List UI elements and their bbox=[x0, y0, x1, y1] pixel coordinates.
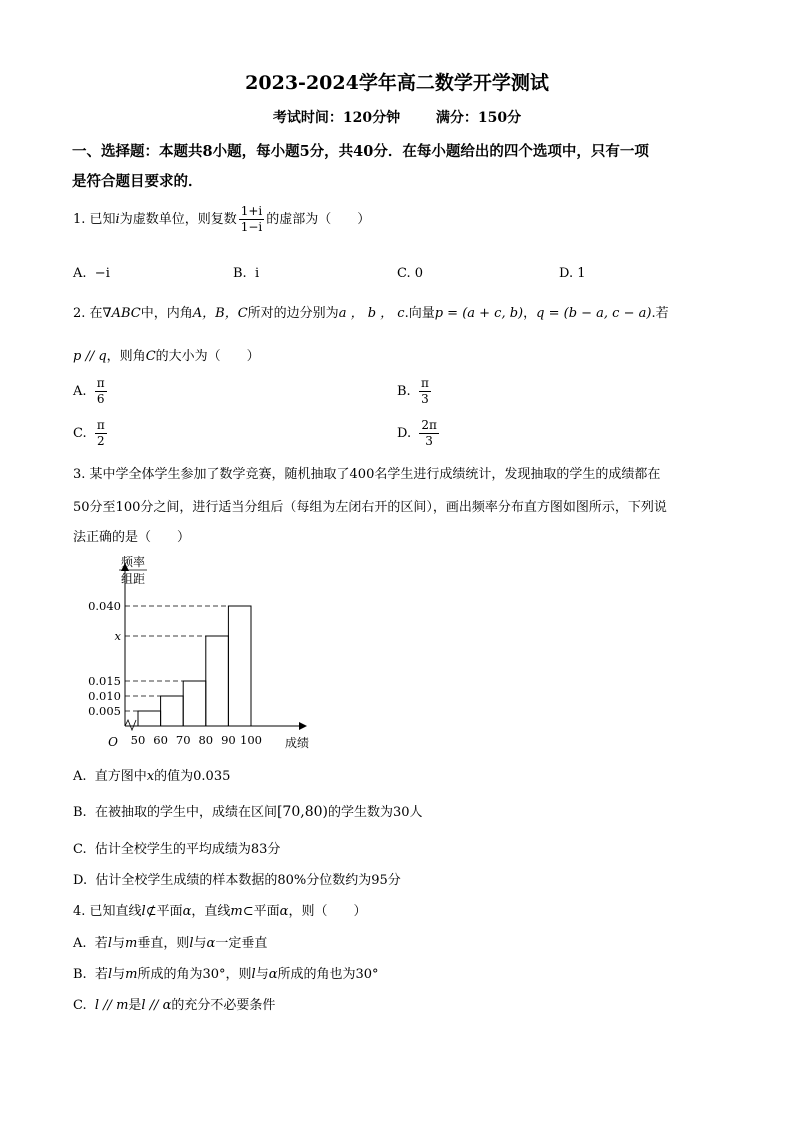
var-l: l bbox=[107, 936, 112, 951]
var-alpha: α bbox=[206, 936, 216, 951]
y-tick-label: 0.010 bbox=[88, 689, 121, 703]
option-label: A. bbox=[73, 769, 87, 784]
q3-option-b[interactable] bbox=[73, 801, 423, 820]
var-l: l bbox=[189, 936, 194, 951]
option-text: 一定垂直 bbox=[215, 936, 268, 951]
y-axis-label bbox=[119, 554, 147, 586]
option-text: 的值为0.035 bbox=[154, 769, 231, 784]
histogram-bar bbox=[228, 606, 251, 726]
q3-option-c[interactable] bbox=[73, 838, 280, 857]
q2-option-d[interactable] bbox=[397, 418, 439, 449]
q4-option-a[interactable] bbox=[73, 932, 267, 951]
x-tick-label: 70 bbox=[175, 733, 191, 747]
question-3-line1: 3. 某中学全体学生参加了数学竞赛，随机抽取了400名学生进行成绩统计，发现抽取的学生的成绩都在 bbox=[73, 467, 661, 482]
q4-option-c[interactable] bbox=[73, 994, 275, 1013]
option-text: 1 bbox=[577, 266, 586, 281]
x-tick-label: 50 bbox=[130, 733, 146, 747]
q4-var-alpha: α bbox=[279, 904, 289, 919]
option-label: B. bbox=[397, 384, 411, 399]
q2-option-b[interactable] bbox=[397, 376, 431, 407]
option-fraction bbox=[95, 418, 107, 449]
q2-angle-c: C bbox=[145, 349, 156, 364]
q4-text: ⊂平面 bbox=[242, 904, 280, 919]
option-fraction bbox=[95, 376, 107, 407]
option-label: D. bbox=[73, 873, 88, 888]
fraction-num: 2π bbox=[421, 418, 437, 432]
exam-info bbox=[0, 107, 794, 127]
x-tick-label: 60 bbox=[153, 733, 168, 747]
fraction-num: π bbox=[96, 418, 105, 432]
option-label: B. bbox=[73, 967, 87, 982]
option-label: D. bbox=[397, 426, 412, 441]
question-4 bbox=[73, 900, 366, 919]
q2-triangle: ∇ABC bbox=[102, 306, 141, 321]
q4-var-alpha: α bbox=[182, 904, 192, 919]
q2-vector-p: p = (a + c, b) bbox=[434, 306, 524, 321]
y-label-numerator: 频率 bbox=[120, 555, 146, 569]
option-text: 直方图中 bbox=[94, 769, 147, 784]
option-label: C. bbox=[73, 842, 87, 857]
q2-text: 所对的边分别为 bbox=[247, 306, 339, 321]
var-m: m bbox=[125, 967, 138, 982]
q4-var-l: l bbox=[141, 904, 146, 919]
option-text: 0 bbox=[414, 266, 424, 281]
option-text: 所成的角为30°，则 bbox=[137, 967, 252, 982]
option-text: 与 bbox=[255, 967, 269, 982]
q2-text: 的大小为（ ） bbox=[155, 349, 260, 364]
frequency-histogram bbox=[70, 548, 320, 753]
option-text: 估计全校学生成绩的样本数据的80%分位数约为95分 bbox=[95, 873, 401, 888]
option-label: A. bbox=[73, 936, 87, 951]
q2-angles: A，B，C bbox=[192, 306, 248, 321]
var-l: l bbox=[107, 967, 113, 982]
section-heading-line1: 一、选择题：本题共8小题，每小题5分，共40分．在每小题给出的四个选项中，只有一项 bbox=[72, 143, 649, 160]
exam-time: 考试时间：120分钟 bbox=[272, 110, 401, 126]
option-fraction bbox=[419, 376, 431, 407]
option-label: B. bbox=[233, 266, 247, 281]
q4-option-b[interactable] bbox=[73, 963, 379, 982]
y-tick-label: 0.040 bbox=[88, 599, 121, 613]
q2-parallel: p // q bbox=[73, 349, 107, 364]
q1-text-post: 的虚部为（ ） bbox=[266, 212, 371, 227]
option-label: B. bbox=[73, 805, 87, 820]
question-2-line2 bbox=[73, 345, 260, 364]
var-m: m bbox=[125, 936, 138, 951]
q2-vector-q: q = (b − a, c − a) bbox=[536, 306, 652, 321]
fraction-den: 3 bbox=[425, 434, 433, 448]
question-3-line3: 法正确的是（ ） bbox=[73, 530, 191, 545]
q3-option-d[interactable] bbox=[73, 869, 401, 888]
q1-fraction-den: 1−i bbox=[240, 220, 263, 234]
option-text: 是 bbox=[128, 998, 142, 1013]
option-relation: l // m bbox=[94, 998, 129, 1013]
q1-option-c[interactable] bbox=[397, 266, 423, 281]
q2-text: 中，内角 bbox=[140, 306, 193, 321]
origin-label: O bbox=[108, 735, 118, 749]
page-title: 2023-2024学年高二数学开学测试 bbox=[245, 72, 549, 94]
y-tick-label: 0.005 bbox=[88, 704, 121, 718]
fraction-num: π bbox=[96, 376, 105, 390]
option-label: A. bbox=[73, 266, 87, 281]
q1-option-b[interactable] bbox=[233, 266, 259, 281]
y-tick-label: x bbox=[114, 629, 121, 643]
q2-text: ， bbox=[523, 306, 537, 321]
exam-score: 满分：150分 bbox=[435, 110, 522, 126]
q1-text-pre: 1. 已知 bbox=[73, 212, 116, 227]
q1-imag-unit: i bbox=[115, 212, 120, 227]
option-label: A. bbox=[73, 384, 87, 399]
var-alpha: α bbox=[268, 967, 278, 982]
histogram-bar bbox=[206, 636, 229, 726]
histogram-bar bbox=[183, 681, 206, 726]
fraction-den: 6 bbox=[96, 392, 105, 406]
q2-text: ，则角 bbox=[106, 349, 146, 364]
option-text: i bbox=[254, 266, 260, 281]
question-1 bbox=[73, 204, 370, 235]
option-text: 若 bbox=[94, 967, 108, 982]
q4-text: ，直线 bbox=[191, 904, 231, 919]
option-text: 与 bbox=[112, 967, 126, 982]
option-label: C. bbox=[73, 998, 87, 1013]
option-label: C. bbox=[397, 266, 411, 281]
x-axis-label: 成绩 bbox=[284, 736, 310, 750]
y-label-denominator: 组距 bbox=[120, 572, 146, 586]
option-text: 与 bbox=[193, 936, 207, 951]
q1-fraction bbox=[239, 204, 265, 235]
q4-var-m: m bbox=[230, 904, 243, 919]
option-text: 在被抽取的学生中，成绩在区间 bbox=[94, 805, 277, 820]
q1-text-mid: 为虚数单位，则复数 bbox=[119, 212, 237, 227]
q4-text: ，则（ ） bbox=[288, 904, 367, 919]
option-interval: [70,80) bbox=[276, 804, 328, 820]
q1-option-d[interactable] bbox=[559, 266, 586, 281]
option-text: 估计全校学生的平均成绩为83分 bbox=[94, 842, 281, 857]
option-text: 的充分不必要条件 bbox=[171, 998, 276, 1013]
q1-fraction-num: 1+i bbox=[240, 204, 263, 218]
question-3-line2: 50分至100分之间，进行适当分组后（每组为左闭右开的区间），画出频率分布直方图如图所示，下列说 bbox=[73, 500, 667, 515]
option-fraction bbox=[419, 418, 439, 449]
y-tick-label: 0.015 bbox=[88, 674, 121, 688]
q4-text: ⊄平面 bbox=[145, 904, 183, 919]
histogram-bar bbox=[138, 711, 161, 726]
q4-text: 4. 已知直线 bbox=[73, 904, 142, 919]
histogram-bar bbox=[161, 696, 184, 726]
axis-break bbox=[125, 720, 136, 730]
q1-option-a[interactable] bbox=[73, 266, 110, 281]
q2-sides: a ， b ， c bbox=[338, 306, 405, 321]
option-relation: l // α bbox=[141, 998, 172, 1013]
option-text: 的学生数为30人 bbox=[327, 805, 423, 820]
option-text: 与 bbox=[111, 936, 125, 951]
x-tick-label: 80 bbox=[198, 733, 214, 747]
option-label: C. bbox=[73, 426, 87, 441]
fraction-den: 2 bbox=[97, 434, 105, 448]
q2-option-a[interactable] bbox=[73, 376, 107, 407]
question-2-line1 bbox=[73, 302, 669, 321]
q2-text: 2. 在 bbox=[73, 306, 103, 321]
q2-text: .向量 bbox=[404, 306, 435, 321]
option-var: x bbox=[146, 769, 155, 784]
option-label: D. bbox=[559, 266, 574, 281]
fraction-den: 3 bbox=[421, 392, 429, 406]
option-text: −i bbox=[94, 266, 110, 281]
section-heading-line2: 是符合题目要求的． bbox=[72, 173, 203, 190]
option-text: 垂直，则 bbox=[137, 936, 190, 951]
q2-text: .若 bbox=[651, 306, 669, 321]
x-tick-label: 100 bbox=[240, 733, 262, 747]
x-tick-label: 90 bbox=[221, 733, 236, 747]
option-text: 所成的角也为30° bbox=[277, 967, 379, 982]
fraction-num: π bbox=[420, 376, 429, 390]
q2-option-c[interactable] bbox=[73, 418, 107, 449]
option-text: 若 bbox=[94, 936, 108, 951]
q3-option-a[interactable] bbox=[73, 765, 230, 784]
var-l: l bbox=[251, 967, 256, 982]
